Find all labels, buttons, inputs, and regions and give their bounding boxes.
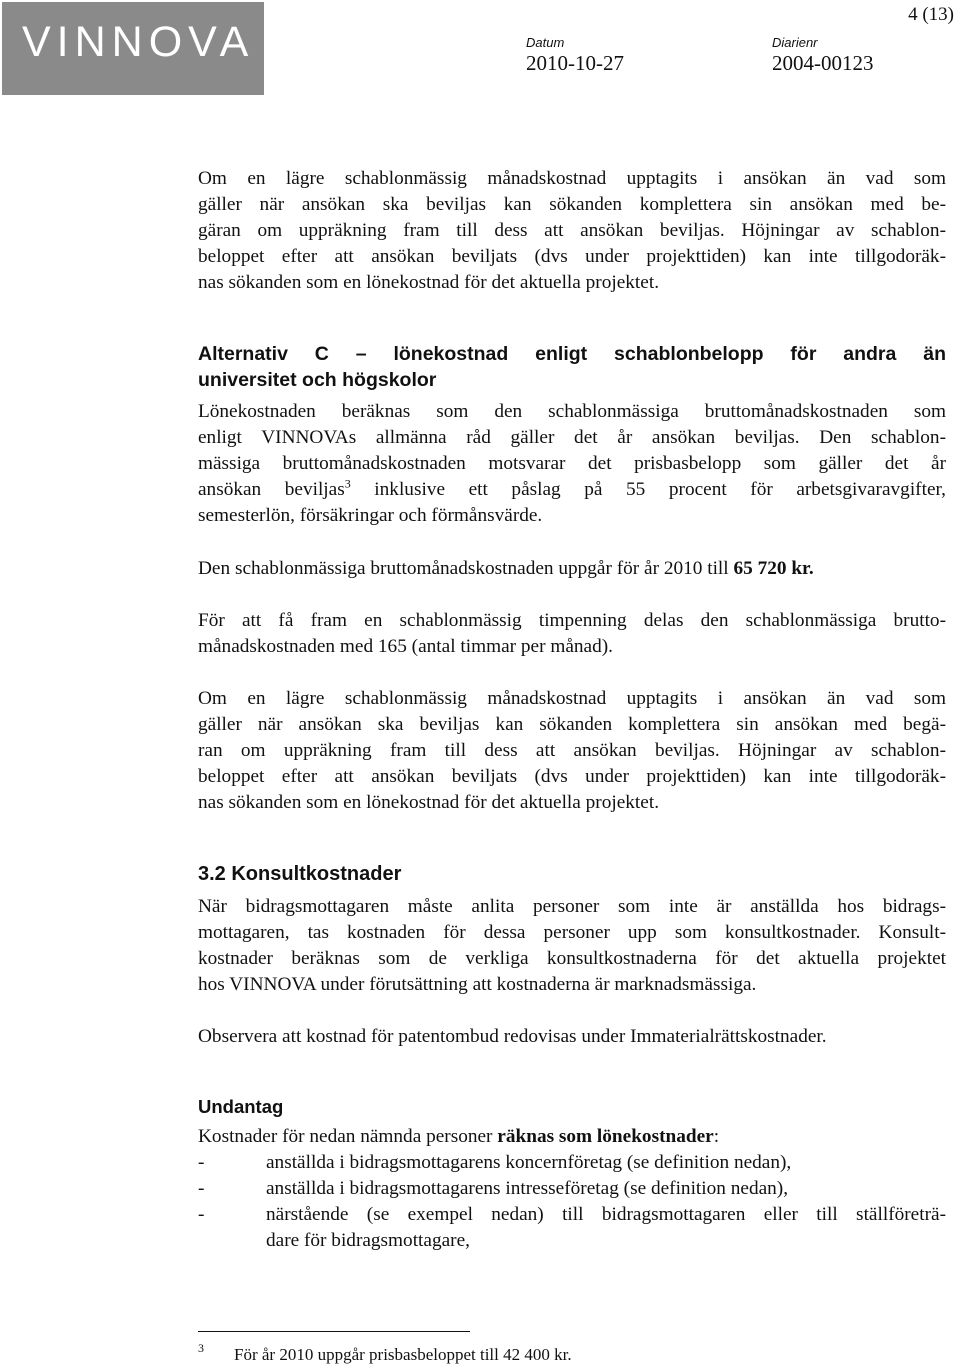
amount-value: 65 720 kr.	[733, 558, 814, 579]
paragraph-konsultkostnader: När bidragsmottagaren måste anlita personer som inte är anställda hos bidrags- mottagaren, tas kostnaden för dessa personer upp som konsultkostnader. Konsult- kostnader beräknas som de verkliga konsultkostnaderna för det aktuella projektet hos VINNOVA under förutsättning att kostnaderna är marknadsmässiga.	[198, 896, 946, 995]
diary-label: Diarienr	[772, 35, 818, 50]
page-number: 4 (13)	[908, 4, 954, 25]
date-label: Datum	[526, 35, 565, 50]
list-item: - anställda i bidragsmottagarens intresseföretag (se definition nedan),	[198, 1178, 789, 1199]
logo-text: VINNOVA	[22, 18, 255, 66]
paragraph-upprakning-2: Om en lägre schablonmässig månadskostnad upptagits i ansökan än vad som gäller när ansökan ska beviljas kan sökanden komplettera sin ansökan med begä- ran om uppräkning fram till dess att ansökan beviljas. Höjningar av schablon- beloppet efter att ansökan beviljats (dvs under projekttiden) kan inte tillgodoräk- nas sökanden som en lönekostnad för det aktuella projektet.	[198, 688, 946, 813]
diary-value: 2004-00123	[772, 51, 874, 75]
paragraph-undantag-intro: Kostnader för nedan nämnda personer räknas som lönekostnader:	[198, 1126, 720, 1147]
footnote-mark: 3	[198, 1341, 204, 1355]
date-value: 2010-10-27	[526, 51, 624, 75]
footnote-ref: 3	[344, 476, 351, 491]
section-heading-konsultkostnader: 3.2 Konsultkostnader	[198, 863, 402, 885]
heading-alternativ-c: Alternativ C – lönekostnad enligt schablonbelopp för andra än universitet och högskolor	[198, 343, 946, 391]
vinnova-logo	[2, 2, 264, 95]
footnote-text: För år 2010 uppgår prisbasbeloppet till 42 400 kr.	[234, 1345, 572, 1364]
paragraph-lonekostnad: Lönekostnaden beräknas som den schablonmässiga bruttomånadskostnaden som enligt VINNOVAs allmänna råd gäller det år ansökan beviljas. Den schablon- mässiga bruttomånadskostnaden motsvarar det prisbasbelopp som gäller det år ansökan beviljas$^3$ inklusive ett påslag på 55 procent för arbetsgivaravgifter, semesterlön, försäkringar och förmånsvärde.	[198, 401, 946, 526]
heading-undantag: Undantag	[198, 1096, 284, 1117]
paragraph-belopp-2010: Den schablonmässiga bruttomånadskostnaden uppgår för år 2010 till 65 720 kr.	[198, 558, 814, 579]
paragraph-patentombud: Observera att kostnad för patentombud redovisas under Immaterialrättskostnader.	[198, 1026, 827, 1047]
footnote-divider	[198, 1331, 470, 1332]
list-item: - närstående (se exempel nedan) till bidragsmottagaren eller till ställföreträ- dare för bidragsmottagare,	[198, 1204, 946, 1251]
undantag-list	[198, 1150, 946, 1254]
paragraph-timpenning: För att få fram en schablonmässig timpenning delas den schablonmässiga brutto- månadskostnaden med 165 (antal timmar per månad).	[198, 610, 946, 657]
list-item: - anställda i bidragsmottagarens koncernföretag (se definition nedan),	[198, 1152, 792, 1173]
paragraph-upprakning-1: Om en lägre schablonmässig månadskostnad upptagits i ansökan än vad som gäller när ansökan ska beviljas kan sökanden komplettera sin ansökan med be- gäran om uppräkning fram till dess att ansökan beviljas. Höjningar av schablon- beloppet efter att ansökan beviljats (dvs under projekttiden) kan inte tillgodoräk- nas sökanden som en lönekostnad för det aktuella projektet.	[198, 168, 946, 293]
